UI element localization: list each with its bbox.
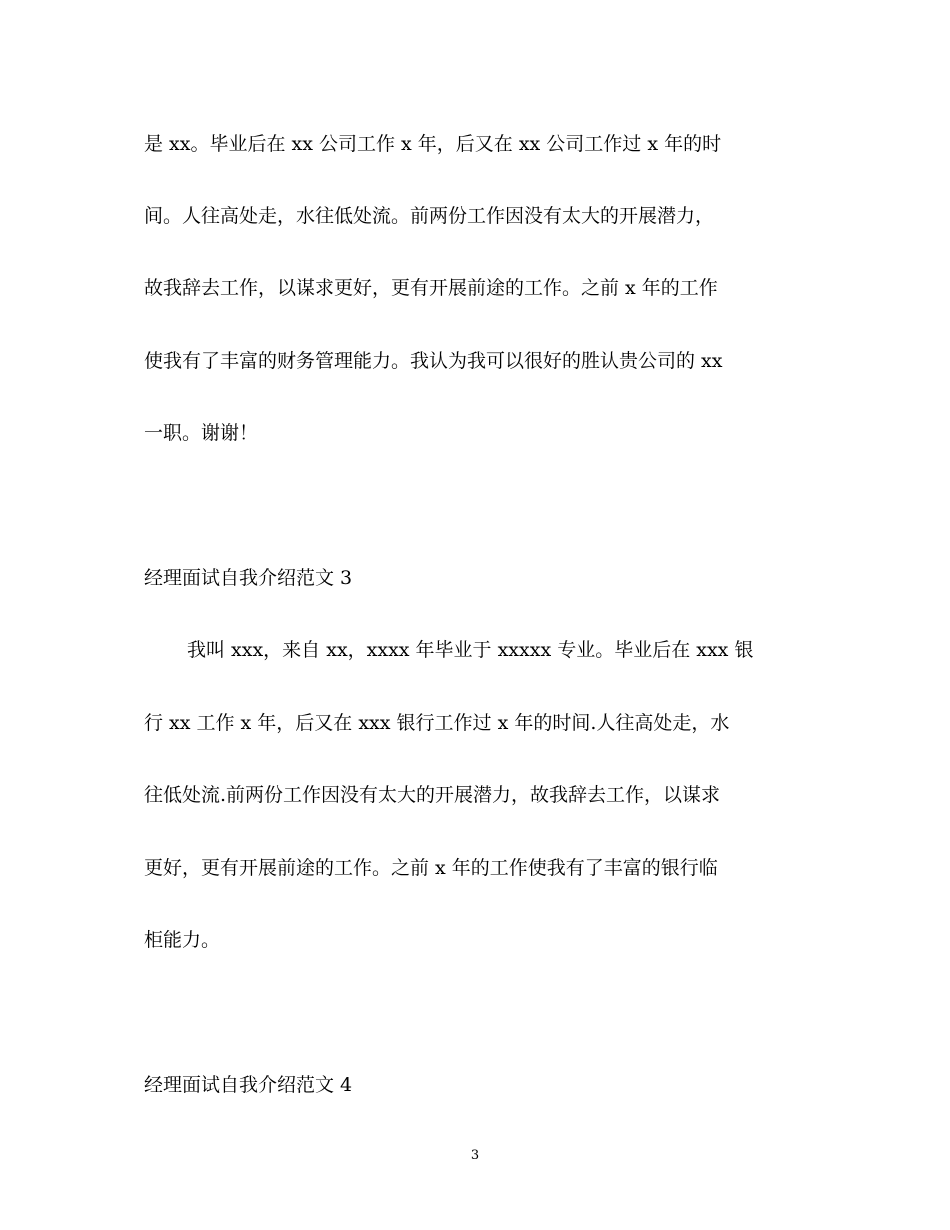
- paragraph-line: 柜能力。: [144, 929, 221, 951]
- paragraph-line: 故我辞去工作，以谋求更好，更有开展前途的工作。之前 x 年的工作: [144, 277, 718, 299]
- paragraph-line: 间。人往高处走，水往低处流。前两份工作因没有太大的开展潜力，: [144, 205, 715, 227]
- paragraph-line: 是 xx。毕业后在 xx 公司工作 x 年，后又在 xx 公司工作过 x 年的时: [144, 133, 722, 155]
- paragraph-line: 使我有了丰富的财务管理能力。我认为我可以很好的胜认贵公司的 xx: [144, 350, 723, 372]
- paragraph-line: 往低处流.前两份工作因没有太大的开展潜力，故我辞去工作，以谋求: [144, 784, 721, 806]
- section-heading: 经理面试自我介绍范文 3: [144, 567, 353, 589]
- page-number: 3: [470, 1148, 480, 1163]
- paragraph-line: 更好，更有开展前途的工作。之前 x 年的工作使我有了丰富的银行临: [144, 857, 718, 879]
- paragraph-line: 我叫 xxx，来自 xx，xxxx 年毕业于 xxxxx 专业。毕业后在 xxx 银: [187, 639, 754, 661]
- paragraph-line: 一职。谢谢！: [144, 422, 259, 444]
- section-heading: 经理面试自我介绍范文 4: [144, 1074, 353, 1096]
- paragraph-line: 行 xx 工作 x 年，后又在 xxx 银行工作过 x 年的时间.人往高处走，水: [144, 712, 730, 734]
